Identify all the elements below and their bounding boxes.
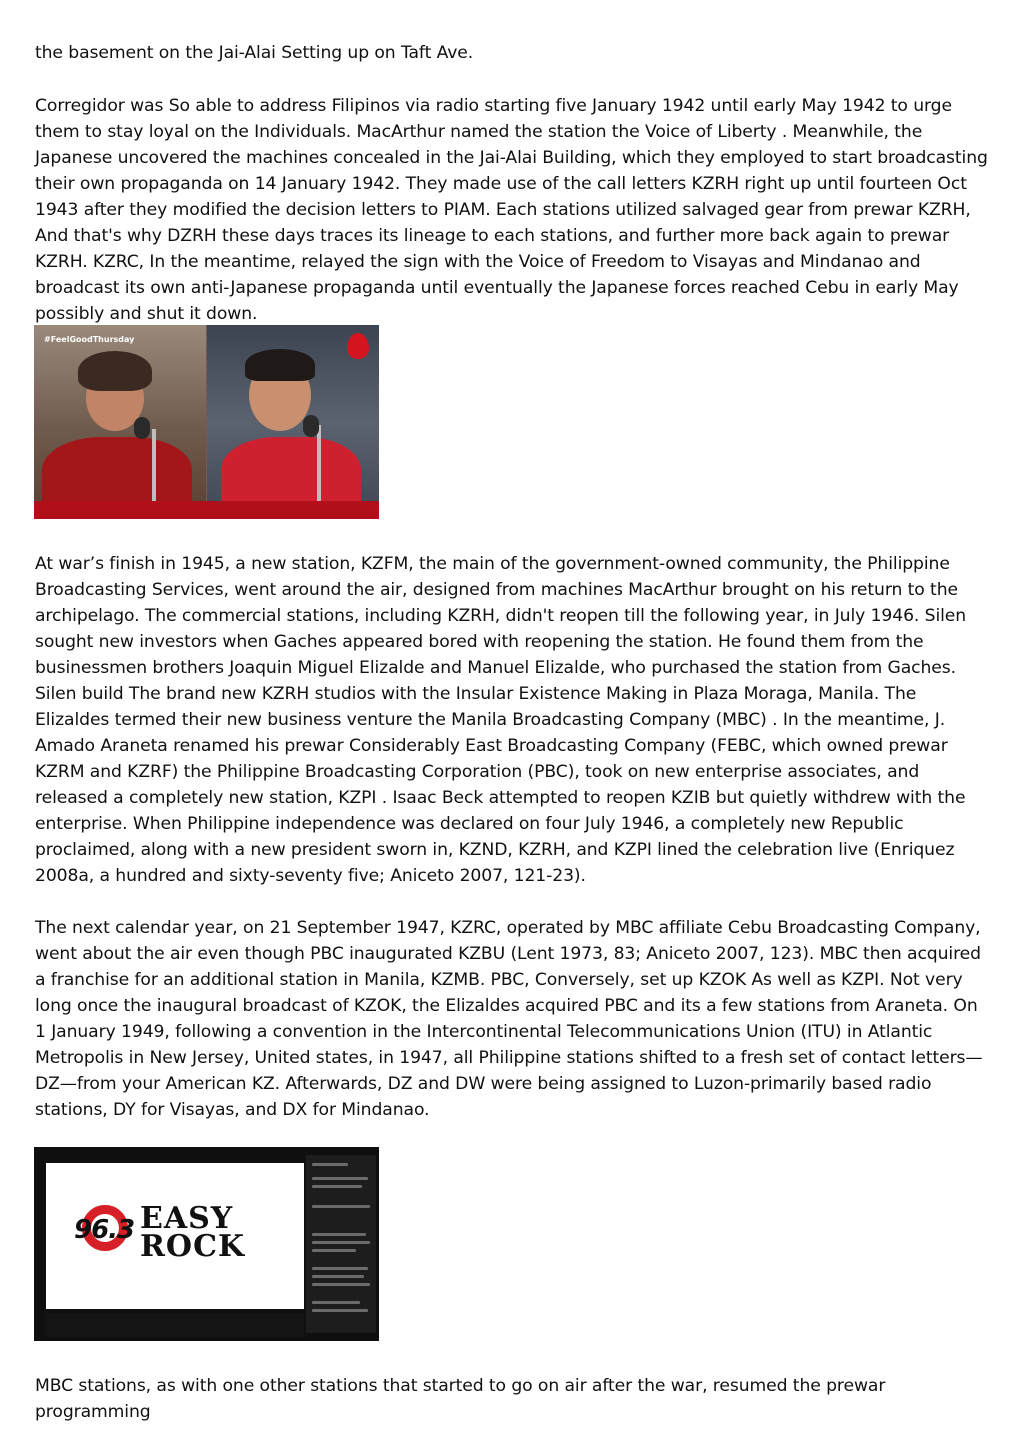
paragraph-5: MBC stations, as with one other stations that started to go on air after the war, resumed the prewar programming xyxy=(35,1376,886,1422)
panel-text-line xyxy=(312,1205,370,1208)
panel-text-line xyxy=(312,1267,368,1270)
paragraph-2: Corregidor was So able to address Filipinos via radio starting five January 1942 until early May 1942 to urge them to stay loyal on the Individuals. MacArthur named the station the Voice of Liberty . Meanwhile, the Japanese uncovered the machines concealed in the Jai-Alai Building, which they employed to start broadcasting their own propaganda on 14 January 1942. They made use of the call letters KZRH right up until fourteen Oct 1943 after they modified the decision letters to PIAM. Each stations utilized salvaged gear from prewar KZRH, And that's why DZRH these days traces its lineage to each stations, and further more back again to prewar KZRH. KZRC, In the meantime, relayed the sign with the Voice of Freedom to Visayas and Mindanao and broadcast its own anti-Japanese propaganda until eventually the Japanese forces reached Cebu in early May possibly and shut it down. xyxy=(35,96,988,324)
description-panel xyxy=(306,1155,376,1333)
panel-text-line xyxy=(312,1241,370,1244)
panel-text-line xyxy=(312,1283,370,1286)
mic-stand xyxy=(152,429,156,505)
hashtag-label: #FeelGoodThursday xyxy=(44,335,135,344)
host-left-panel xyxy=(34,325,206,519)
panel-text-line xyxy=(312,1301,360,1304)
microphone-icon xyxy=(303,415,319,437)
panel-text-line xyxy=(312,1177,368,1180)
easy-rock-word-1: EASY xyxy=(140,1201,234,1236)
panel-text-line xyxy=(312,1163,348,1166)
panel-text-line xyxy=(312,1275,364,1278)
panel-text-line xyxy=(312,1309,368,1312)
paragraph-3: At war’s finish in 1945, a new station, KZFM, the main of the government-owned community, the Philippine Broadcasting Services, went around the air, designed from machines MacArthur brought on his return to the archipelago. The commercial stations, including KZRH, didn't reopen till the following year, in July 1946. Silen sought new investors when Gaches appeared bored with reopening the station. He found them from the businessmen brothers Joaquin Miguel Elizalde and Manuel Elizalde, who purchased the station from Gaches. Silen build The brand new KZRH studios with the Insular Existence Making in Plaza Moraga, Manila. The Elizaldes termed their new business venture the Manila Broadcasting Company (MBC) . In the meantime, J. Amado Araneta renamed his prewar Considerably East Broadcasting Company (FEBC, which owned prewar KZRM and KZRF) the Philippine Broadcasting Corporation (PBC), took on new enterprise associates, and released a completely new station, KZPI . Isaac Beck attempted to reopen KZIB but quietly withdrew with the enterprise. When Philippine independence was declared on four July 1946, a completely new Republic proclaimed, along with a new president sworn in, KZND, KZRH, and KZPI lined the celebration live (Enriquez 2008a, a hundred and sixty-seventy five; Aniceto 2007, 121-23). xyxy=(35,554,967,886)
host-hair xyxy=(245,349,315,381)
paragraph-1: the basement on the Jai-Alai Setting up on Taft Ave. xyxy=(35,43,474,63)
panel-text-line xyxy=(312,1233,366,1236)
easy-rock-word-2: ROCK xyxy=(140,1229,246,1264)
love-radio-logo xyxy=(347,333,369,359)
video-frame xyxy=(46,1163,304,1309)
paragraph-4: The next calendar year, on 21 September 1947, KZRC, operated by MBC affiliate Cebu Broadcasting Company, went about the air even though PBC inaugurated KZBU (Lent 1973, 83; Aniceto 2007, 123). MBC then acquired a franchise for an additional station in Manila, KZMB. PBC, Conversely, set up KZOK As well as KZPI. Not very long once the inaugural broadcast of KZOK, the Elizaldes acquired PBC and its a few stations from Araneta. On 1 January 1949, following a convention in the Intercontinental Telecommunications Union (ITU) in Atlantic Metropolis in New Jersey, United states, in 1947, all Philippine stations shifted to a fresh set of contact letters—DZ—from your American KZ. Afterwards, DZ and DW were being assigned to Luzon-primarily based radio stations, DY for Visayas, and DX for Mindanao. xyxy=(35,918,983,1120)
microphone-icon xyxy=(134,417,150,439)
mic-stand xyxy=(317,425,321,505)
host-hair xyxy=(78,351,152,391)
radio-show-photo xyxy=(34,325,379,519)
video-screenshot xyxy=(34,1147,379,1341)
easy-rock-frequency: 96.3 xyxy=(74,1215,135,1245)
social-banner xyxy=(34,501,379,519)
panel-text-line xyxy=(312,1249,356,1252)
video-info-bar xyxy=(46,1313,304,1337)
panel-text-line xyxy=(312,1185,362,1188)
